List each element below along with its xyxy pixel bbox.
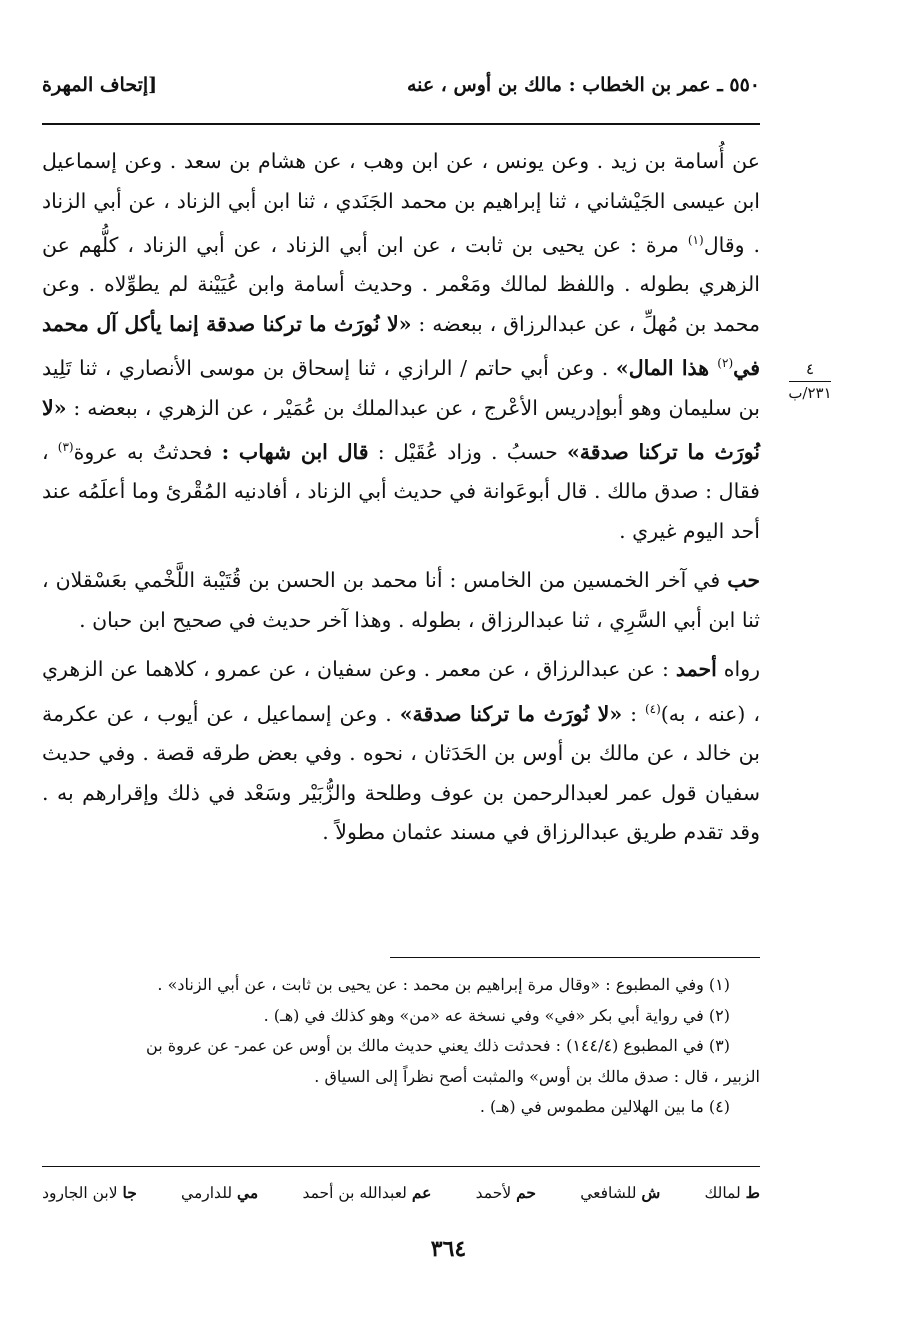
abbreviation-code: جا [122,1183,137,1202]
bold-text: أحمد [675,657,717,682]
abbreviation-item [181,1183,258,1202]
abbreviation-item [580,1183,660,1202]
footnote-marker: (١) [687,233,704,247]
text-run: في آخر الخمسين من الخامس : أنا محمد بن الحسن بن قُتَيْبة اللَّخْمي بعَسْقلان ، ثنا ابن أبي السَّرِي ، ثنا عبدالرزاق ، بطوله . وهذا آخر حديث في صحيح ابن حبان . [42,568,760,632]
footnotes [42,970,760,1123]
bold-text: هذا المال» [615,356,718,381]
text-run: : عن عبدالرزاق ، عن معمر . وعن سفيان ، عن عمرو ، كلاهما عن الزهري ، (عنه ، به) [42,657,760,726]
abbreviation-item [42,1183,137,1202]
text-run: ، فقال : صدق مالك . قال أبوعَوانة في حديث أبي الزناد ، أفادنيه المُقْرئ وما أعلَمُه عند أحد اليوم غيري . [42,439,760,543]
header-chapter-title: ٥٥٠ ـ عمر بن الخطاب : مالك بن أوس ، عنه [406,74,760,96]
abbreviation-item [302,1183,431,1202]
manuscript-folio-note [775,360,845,403]
text-run: : [622,701,645,726]
abbreviation-name: لمالك [704,1184,746,1202]
footnote-4: (٤) ما بين الهلالين مطموس في (هـ) . [479,1097,730,1116]
abbreviation-name: للدارمي [181,1184,237,1202]
text-run: عن أُسامة بن زيد . وعن يونس ، عن ابن وهب ، عن هشام بن سعد . وعن إسماعيل ابن عيسى الجَيْشاني ، ثنا إبراهيم بن محمد الجَنَدي ، ثنا ابن أبي الزناد ، عن أبي الزناد . وقال [42,149,760,257]
bold-text: حب [727,568,760,593]
margin-note-rule [789,381,831,382]
body-paragraph [42,561,760,640]
header-book-title: [إتحاف المهرة [42,74,158,96]
main-text [42,142,760,863]
header-divider [42,123,760,125]
running-header [42,70,760,110]
page-number: ٣٦٤ [430,1236,467,1262]
footnote-2: (٢) في رواية أبي بكر «في» وفي نسخة عه «من» وهو كذلك في (هـ) . [263,1005,730,1025]
abbreviation-code: حم [516,1183,536,1202]
footnote-1: (١) وفي المطبوع : «وقال مرة إبراهيم بن محمد : عن يحيى بن ثابت ، عن أبي الزناد» . [157,975,730,994]
body-paragraph [42,142,760,551]
footnote-divider [390,957,760,958]
body-paragraph [42,650,760,852]
abbreviations-key [42,1183,760,1202]
abbreviation-name: للشافعي [580,1184,642,1202]
abbreviation-name: لعبدالله بن أحمد [302,1184,412,1202]
abbreviation-code: عم [411,1183,432,1202]
abbreviation-item [476,1183,536,1202]
text-run: . وعن إسماعيل ، عن أيوب ، عن عكرمة بن خالد ، عن مالك بن أوس بن الحَدَثان ، نحوه . وفي بعض طرقه قصة . وفي حديث سفيان قول عمر لعبدالرحمن بن عوف وطلحة والزُّبَيْر وسَعْد في ذلك وإقرارهم به . وقد تقدم طريق عبدالرزاق في مسند عثمان مطولاً . [42,701,760,845]
abbreviations-divider [42,1166,760,1167]
footnote-3-continuation: الزبير ، قال : صدق مالك بن أوس» والمثبت أصح نظراً إلى السياق . [314,1066,760,1086]
bold-text: قال ابن شهاب : [221,439,369,464]
text-run: حسبُ . وزاد عُقَيْل : [368,439,567,464]
bold-text: «لا نُورَث ما تركنا صدقة إنما يأكل آل محمد في [42,311,761,381]
bold-text: «لا نُورَث ما تركنا صدقة» [42,395,760,464]
abbreviation-code: مي [236,1183,259,1202]
text-run: فحدثتُ به عروة [73,439,222,464]
abbreviation-code: ش [641,1183,661,1202]
footnote-marker: (٤) [644,701,661,716]
abbreviation-code: ط [745,1183,760,1202]
footnote-3: (٣) في المطبوع (١٤٤/٤) : فحدثت ذلك يعني حديث مالك بن أوس عن عمر- عن عروة بن [146,1036,730,1055]
text-run: رواه [716,657,760,682]
abbreviation-name: لابن الجارود [42,1184,123,1202]
margin-note-top: ٤ [805,360,815,378]
bold-text: «لا نُورَث ما تركنا صدقة» [399,701,623,726]
text-run: . وعن أبي حاتم / الرازي ، ثنا إسحاق بن موسى الأنصاري ، ثنا تَلِيد بن سليمان وهو أبوإدريس الأعْرج ، عن عبدالملك بن عُمَيْر ، عن الزهري ، ببعضه : [42,356,760,420]
footnote-marker: (٣) [57,440,74,455]
footnote-marker: (٢) [717,356,734,371]
margin-note-bottom: ٢٣١/ب [788,384,832,402]
text-run: مرة : عن يحيى بن ثابت ، عن ابن أبي الزناد ، عن أبي الزناد ، كلُّهم عن الزهري بطوله . واللفظ لمالك ومَعْمر . وحديث أسامة وابن عُيَيْنة لم يطوِّلاه . وعن محمد بن مُهلِّ ، عن عبدالرزاق ، ببعضه : [42,232,761,336]
abbreviation-name: لأحمد [475,1184,517,1202]
abbreviation-item [705,1183,760,1202]
